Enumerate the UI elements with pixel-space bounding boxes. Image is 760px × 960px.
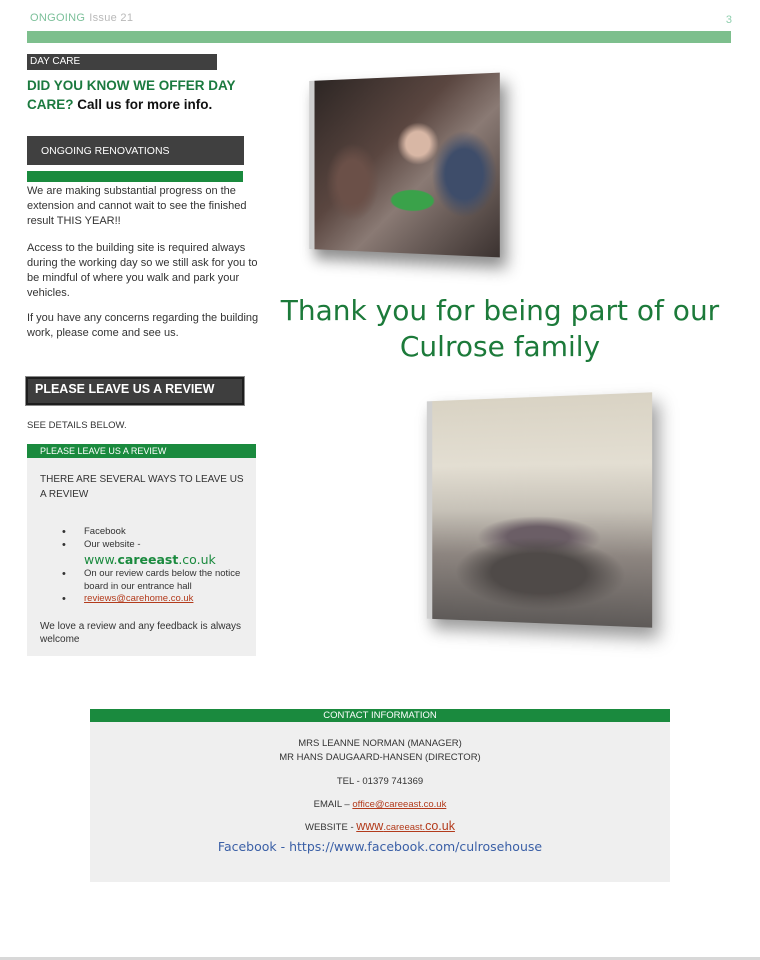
website-link[interactable]: www.careeast.co.uk xyxy=(356,819,455,833)
review-intro: THERE ARE SEVERAL WAYS TO LEAVE US A REVIEW xyxy=(40,474,244,500)
day-care-call: Call us for more info. xyxy=(77,97,213,112)
email-label: EMAIL – xyxy=(313,799,350,810)
issue-number: Issue 21 xyxy=(89,12,134,24)
review-panel-header: PLEASE LEAVE US A REVIEW xyxy=(27,444,256,458)
page-number: 3 xyxy=(725,14,732,26)
series-name: ONGOING xyxy=(30,12,86,24)
header-bar xyxy=(27,31,731,43)
review-cards-method: On our review cards below the notice board in our entrance hall xyxy=(84,568,241,592)
see-details-text: SEE DETAILS BELOW. xyxy=(27,420,127,431)
day-care-headline xyxy=(27,76,267,114)
day-care-question: DID YOU KNOW WE OFFER DAY CARE? xyxy=(27,78,236,112)
office-email-link[interactable]: office@careeast.co.uk xyxy=(352,799,447,810)
facebook-method: Facebook xyxy=(84,526,126,537)
facebook-link[interactable]: Facebook - https://www.facebook.com/culrosehouse xyxy=(217,839,543,854)
website-line xyxy=(90,819,670,833)
thank-you-message: Thank you for being part of our Culrose family xyxy=(280,294,720,363)
day-care-label: DAY CARE xyxy=(27,54,217,70)
website-link[interactable]: www.careeast.co.uk xyxy=(84,552,216,567)
review-methods-list xyxy=(55,526,255,606)
list-item xyxy=(55,526,255,539)
activity-photo xyxy=(309,73,500,258)
website-label: WEBSITE - xyxy=(305,822,354,833)
review-title: PLEASE LEAVE US A REVIEW xyxy=(26,377,244,405)
contact-panel xyxy=(90,722,670,882)
review-panel xyxy=(27,444,256,656)
renovations-label: ONGOING RENOVATIONS xyxy=(27,136,244,165)
review-footer: We love a review and any feedback is always welcome xyxy=(40,621,242,645)
lounge-photo xyxy=(427,392,652,627)
manager-name: MRS LEANNE NORMAN (MANAGER) xyxy=(298,738,462,749)
website-method-label: Our website - xyxy=(84,538,141,550)
newsletter-title xyxy=(30,12,133,24)
telephone: TEL - 01379 741369 xyxy=(336,776,424,787)
renovations-paragraph: We are making substantial progress on the extension and cannot wait to see the finished result THIS YEAR!! xyxy=(27,185,247,227)
email-line xyxy=(90,799,670,810)
list-item xyxy=(55,593,255,606)
director-name: MR HANS DAUGAARD-HANSEN (DIRECTOR) xyxy=(279,752,481,763)
list-item xyxy=(55,539,255,569)
renovations-paragraph: Access to the building site is required always during the working day so we still ask for you to be mindful of where you walk and park your vehicles. xyxy=(27,242,258,299)
review-email-link[interactable]: reviews@carehome.co.uk xyxy=(84,593,194,604)
renovations-divider xyxy=(27,171,243,182)
list-item xyxy=(55,568,255,593)
contact-header: CONTACT INFORMATION xyxy=(90,709,670,722)
renovations-paragraph: If you have any concerns regarding the building work, please come and see us. xyxy=(27,312,259,339)
